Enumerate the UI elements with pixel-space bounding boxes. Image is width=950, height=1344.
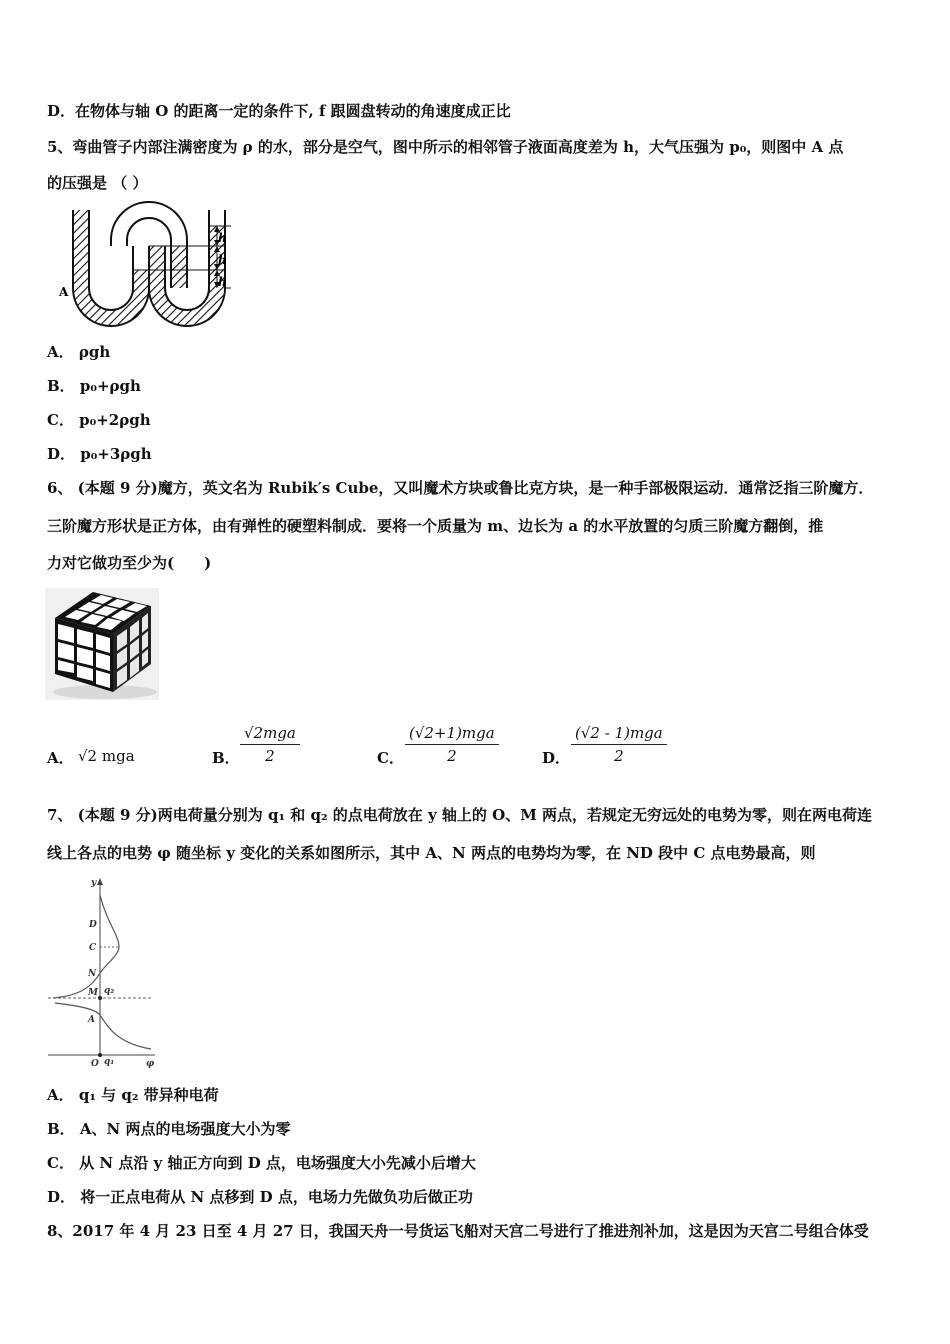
q7-fig-label-y: y xyxy=(91,878,97,888)
q7-fig-label-phi: φ xyxy=(146,1059,155,1069)
q5-fig-label-a: A xyxy=(59,285,69,299)
q7-stem-line2: 线上各点的电势 φ 随坐标 y 变化的关系如图所示，其中 A、N 两点的电势均为零，在 ND 段中 C 点电势最高，则 xyxy=(47,844,816,862)
q7-fig-label-q2: q₂ xyxy=(104,986,115,996)
q7-fig-label-a: A xyxy=(88,1015,95,1025)
q6-option-a-label[interactable]: A． xyxy=(47,749,74,767)
q6-option-d-fraction xyxy=(571,724,667,765)
q7-option-b[interactable]: B． A、N 两点的电场强度大小为零 xyxy=(47,1120,291,1138)
q5-fig-label-h3: h xyxy=(218,275,227,289)
q5-stem-line2: 的压强是 （ ） xyxy=(47,174,148,192)
q6-rubiks-cube-image xyxy=(45,588,159,700)
q6-option-b-denominator: 2 xyxy=(265,747,275,765)
q7-fig-label-c: C xyxy=(89,943,97,953)
q7-option-a[interactable]: A． q₁ 与 q₂ 带异种电荷 xyxy=(47,1086,219,1104)
q5-option-a[interactable]: A． ρgh xyxy=(47,343,111,361)
q7-option-c[interactable]: C． 从 N 点沿 y 轴正方向到 D 点，电场强度大小先减小后增大 xyxy=(47,1154,476,1172)
q7-option-d[interactable]: D． 将一正点电荷从 N 点移到 D 点，电场力先做负功后做正功 xyxy=(47,1188,473,1206)
q6-stem-line2: 三阶魔方形状是正方体，由有弹性的硬塑料制成．要将一个质量为 m、边长为 a 的水平放置的匀质三阶魔方翻倒，推 xyxy=(47,517,824,535)
q6-option-b-fraction xyxy=(240,724,300,765)
q5-fig-label-h2: h xyxy=(218,253,227,267)
q5-stem-line1: 5、弯曲管子内部注满密度为 ρ 的水，部分是空气，图中所示的相邻管子液面高度差为 h，大气压强为 p₀，则图中 A 点 xyxy=(47,138,844,156)
q7-potential-graph xyxy=(45,875,160,1070)
q5-option-d[interactable]: D． p₀+3ρgh xyxy=(47,445,152,463)
q6-stem-line1: 6、 (本题 9 分)魔方，英文名为 Rubik′s Cube，又叫魔术方块或鲁比克方块，是一种手部极限运动．通常泛指三阶魔方． xyxy=(47,479,874,497)
q7-fig-label-q1: q₁ xyxy=(104,1057,115,1067)
q8-stem-line1: 8、2017 年 4 月 23 日至 4 月 27 日，我国天舟一号货运飞船对天宫二号进行了推进剂补加，这是因为天宫二号组合体受 xyxy=(47,1222,869,1240)
q7-fig-label-d: D xyxy=(89,920,97,930)
q7-fig-label-m: M xyxy=(88,988,98,998)
q5-option-b[interactable]: B． p₀+ρgh xyxy=(47,377,141,395)
q6-option-d-numerator: (√2 - 1)mga xyxy=(571,724,667,745)
q7-fig-label-n: N xyxy=(88,969,97,979)
q6-option-c-label[interactable]: C． xyxy=(377,749,404,767)
q6-option-d-label[interactable]: D． xyxy=(542,749,571,767)
q7-fig-label-o: O xyxy=(91,1059,99,1069)
q6-option-c-numerator: (√2+1)mga xyxy=(405,724,499,745)
q6-option-a-value: √2 mga xyxy=(78,747,135,765)
q6-option-c-denominator: 2 xyxy=(447,747,457,765)
q6-option-c-fraction xyxy=(405,724,499,765)
q6-option-b-label[interactable]: B． xyxy=(212,749,240,767)
q7-stem-line1: 7、 (本题 9 分)两电荷量分别为 q₁ 和 q₂ 的点电荷放在 y 轴上的 O、M 两点，若规定无穷远处的电势为零，则在两电荷连 xyxy=(47,806,873,824)
q6-option-b-numerator: √2mga xyxy=(240,724,300,745)
q5-fig-label-h1: h xyxy=(218,231,227,245)
q5-bent-tube-figure xyxy=(55,200,240,328)
q6-stem-line3: 力对它做功至少为( ) xyxy=(47,554,212,572)
q5-option-c[interactable]: C． p₀+2ρgh xyxy=(47,411,151,429)
q6-option-d-denominator: 2 xyxy=(614,747,624,765)
q4-option-d: D．在物体与轴 O 的距离一定的条件下, f 跟圆盘转动的角速度成正比 xyxy=(47,102,511,120)
